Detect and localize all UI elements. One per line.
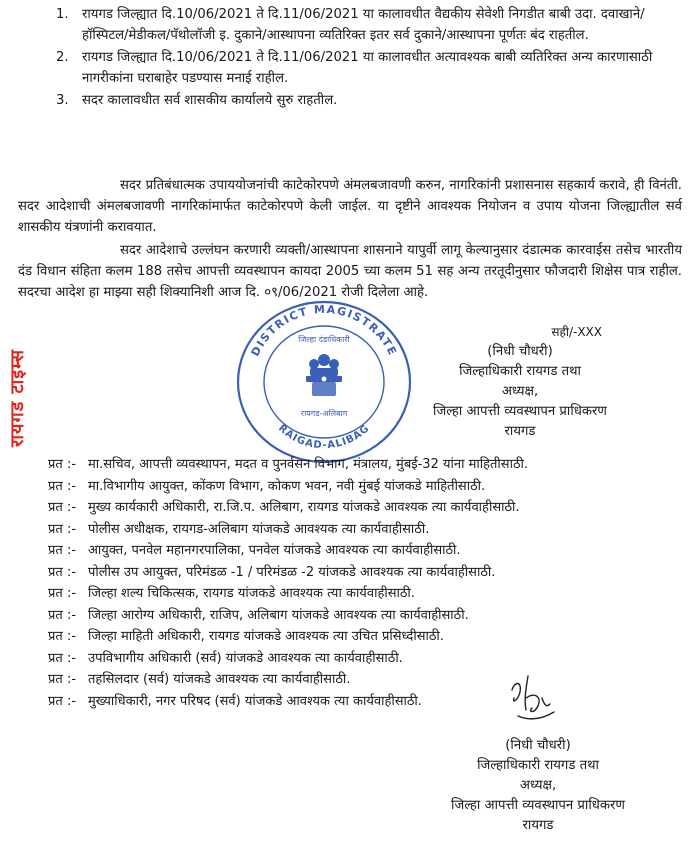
order-item: [56, 4, 686, 46]
cooperation-paragraph: सदर प्रतिबंधात्मक उपाययोजनांची काटेकोरपणे अंमलबजावणी करुन, नागरिकांनी प्रशासनास सहकार्य करावे, ही विनंती. सदर आदेशाची अंमलबजावणी नागरिकांमार्फत काटेकोरपणे केली जाईल. या दृष्टीने आवश्यक नियोजन व उपाय योजना जिल्ह्यातील सर्व शासकीय यंत्रणांनी करावयात.: [18, 178, 682, 235]
order-text: रायगड जिल्ह्यात दि.10/06/2021 ते दि.11/06/2021 या कालावधीत अत्यावश्यक बाबी व्यतिरिक्त अन्य कारणासाठी नागरीकांना घराबाहेर पडण्यास मनाई राहील.: [82, 50, 653, 86]
order-number: 1.: [56, 7, 69, 22]
copy-to-item: [48, 497, 688, 519]
stamp-marathi-top: जिल्हा दंडाधिकारी: [298, 335, 350, 344]
signature-block-bottom: [418, 736, 658, 836]
copy-to-item: [48, 691, 688, 713]
district-magistrate-stamp: [224, 290, 424, 465]
copy-recipient: मुख्य कार्यकारी अधिकारी, रा.जि.प. अलिबाग, रायगड यांजकडे आवश्यक त्या कार्यवाहीसाठी.: [88, 500, 520, 515]
stamp-top-text: DISTRICT MAGISTRATE: [248, 302, 400, 359]
copy-recipient: मा.विभागीय आयुक्त, कोंकण विभाग, कोकण भवन, नवी मुंबई यांजकडे माहितीसाठी.: [88, 478, 486, 494]
copy-recipient: जिल्हा आरोग्य अधिकारी, राजिप, अलिबाग यांजकडे आवश्यक त्या कार्यवाहीसाठी.: [88, 607, 469, 623]
signatory-role: अध्यक्ष,: [501, 384, 539, 399]
copy-to-item: [48, 648, 688, 670]
side-watermark: रायगड टाइम्स: [7, 348, 28, 448]
copy-prefix: प्रत :-: [48, 586, 77, 601]
order-text: सदर कालावधीत सर्व शासकीय कार्यालये सुरु राहतील.: [82, 93, 338, 108]
copy-prefix: प्रत :-: [48, 500, 77, 515]
copy-to-item: [48, 476, 688, 498]
signatory-title: जिल्हाधिकारी रायगड तथा: [477, 758, 599, 773]
order-list: [56, 4, 686, 112]
copy-recipient: जिल्हा शल्य चिकित्सक, रायगड यांजकडे आवश्यक त्या कार्यवाहीसाठी.: [88, 586, 415, 601]
copy-to-item: [48, 626, 688, 648]
order-text: रायगड जिल्ह्यात दि.10/06/2021 ते दि.11/06/2021 या कालावधीत वैद्यकीय सेवेशी निगडीत बाबी उदा. दवाखाने/हॉस्पिटल/मेडीकल/पॅथोलॉजी इ. दुकाने/आस्थापना व्यतिरिक्त इतर सर्व दुकाने/आस्थापना पूर्णतः बंद राहतील.: [82, 7, 645, 43]
copy-prefix: प्रत :-: [48, 478, 77, 494]
order-number: 2.: [56, 50, 69, 65]
handwritten-signature-icon: [498, 668, 568, 728]
signatory-name: (निधी चौधरी): [487, 344, 553, 359]
copy-recipient: तहसिलदार (सर्व) यांजकडे आवश्यक त्या कार्यवाहीसाठी.: [88, 672, 351, 687]
svg-text:RAIGAD-ALIBAG: [276, 423, 372, 451]
signatory-authority: जिल्हा आपत्ती व्यवस्थापन प्राधिकरण: [433, 404, 607, 419]
copy-to-item: [48, 540, 688, 562]
copy-prefix: प्रत :-: [48, 693, 77, 709]
order-number: 3.: [56, 93, 69, 108]
copy-prefix: प्रत :-: [48, 672, 77, 687]
copy-prefix: प्रत :-: [48, 650, 77, 666]
stamp-marathi-bottom: रायगड-अलिबाग: [300, 409, 348, 418]
copy-recipient: आयुक्त, पनवेल महानगरपालिका, पनवेल यांजकडे आवश्यक त्या कार्यवाहीसाठी.: [88, 543, 461, 558]
copy-prefix: प्रत :-: [48, 521, 77, 537]
copy-to-item: [48, 583, 688, 605]
copy-recipient: जिल्हा माहिती अधिकारी, रायगड यांजकडे आवश्यक त्या उचित प्रसिध्दीसाठी.: [88, 629, 444, 644]
signatory-district: रायगड: [504, 424, 536, 439]
stamp-bottom-text: RAIGAD-ALIBAG: [275, 422, 373, 452]
signatory-authority: जिल्हा आपत्ती व्यवस्थापन प्राधिकरण: [451, 798, 625, 813]
copy-to-item: [48, 519, 688, 541]
signatory-name: (निधी चौधरी): [505, 738, 571, 753]
copy-prefix: प्रत :-: [48, 457, 77, 472]
copy-prefix: प्रत :-: [48, 543, 77, 558]
order-item: [56, 47, 686, 89]
copy-prefix: प्रत :-: [48, 564, 77, 580]
signatory-district: रायगड: [522, 818, 554, 833]
signed-placeholder: सही/-XXX: [551, 325, 602, 339]
svg-text:DISTRICT MAGISTRATE: [249, 303, 400, 359]
copy-recipient: पोलीस उप आयुक्त, परिमंडळ -1 / परिमंडळ -2 यांजकडे आवश्यक त्या कार्यवाहीसाठी.: [88, 564, 496, 580]
copy-recipient: मा.सचिव, आपत्ती व्यवस्थापन, मदत व पुनर्वसन विभाग, मंत्रालय, मुंबई-32 यांना माहितीसाठी.: [88, 457, 529, 472]
copy-prefix: प्रत :-: [48, 607, 77, 623]
order-item: [56, 90, 686, 111]
copy-recipient: पोलीस अधीक्षक, रायगड-अलिबाग यांजकडे आवश्यक त्या कार्यवाहीसाठी.: [88, 521, 430, 537]
penalty-paragraph: सदर आदेशाचे उल्लंघन करणारी व्यक्ती/आस्थापना शासनाने यापुर्वी लागू केल्यानुसार दंडात्मक कारवाईस तसेच भारतीय दंड विधान संहिता कलम 188 तसेच आपत्ती व्यवस्थापन कायदा 2005 च्या कलम 51 सह अन्य तरतूदीनुसार फौजदारी शिक्षेस पात्र राहील. सदरचा आदेश हा माझ्या सही शिक्यानिशी आज दि. ०९/06/2021 रोजी दिलेला आहे.: [18, 243, 682, 300]
signatory-title: जिल्हाधिकारी रायगड तथा: [459, 364, 581, 379]
copy-to-item: [48, 605, 688, 627]
copy-to-item: [48, 669, 688, 691]
copy-to-list: [48, 454, 688, 712]
copy-to-item: [48, 562, 688, 584]
signatory-role: अध्यक्ष,: [519, 778, 557, 793]
emblem-icon: [306, 354, 342, 396]
copy-prefix: प्रत :-: [48, 629, 77, 644]
copy-recipient: मुख्याधिकारी, नगर परिषद (सर्व) यांजकडे आवश्यक त्या कार्यवाहीसाठी.: [88, 693, 422, 709]
copy-to-item: [48, 454, 688, 476]
copy-recipient: उपविभागीय अधिकारी (सर्व) यांजकडे आवश्यक त्या कार्यवाहीसाठी.: [88, 650, 403, 666]
